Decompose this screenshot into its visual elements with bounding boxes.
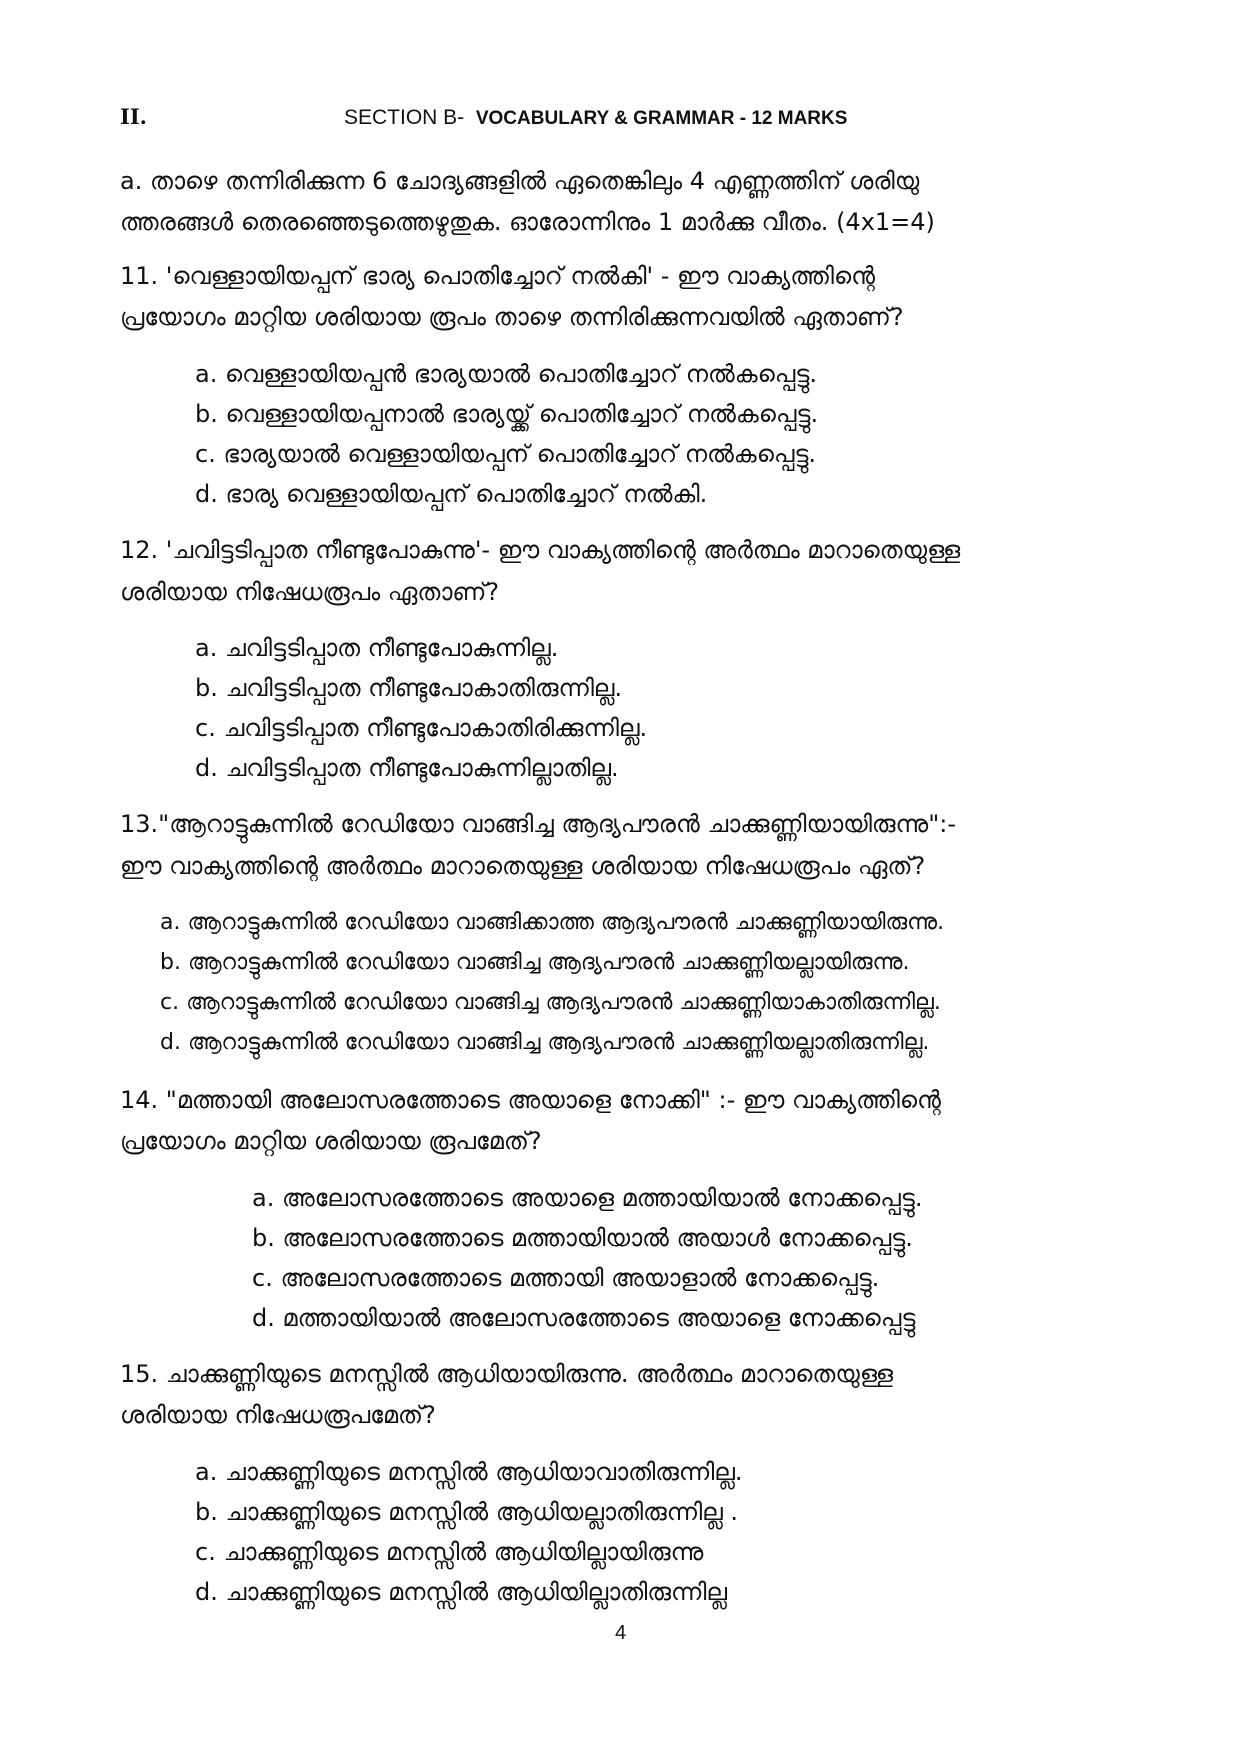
question-12-line-2: ശരിയായ നിഷേധരൂപം ഏതാണ്?: [120, 578, 500, 606]
question-11-option-a: a. വെള്ളായിയപ്പൻ ഭാര്യയാൽ പൊതിച്ചോറ് നൽകപ്പെട്ടു.: [195, 360, 817, 388]
question-13-option-d: d. ആറാട്ടുകുന്നിൽ റേഡിയോ വാങ്ങിച്ച ആദ്യപൗരൻ ചാക്കുണ്ണിയല്ലാതിരുന്നില്ല.: [160, 1030, 930, 1055]
question-11-line-1: 11. 'വെള്ളായിയപ്പന് ഭാര്യ പൊതിച്ചോറ് നൽകി' - ഈ വാക്യത്തിന്റെ: [120, 262, 875, 290]
question-14-option-c: c. അലോസരത്തോടെ മത്തായി അയാളാൽ നോക്കപ്പെട്ടു.: [252, 1264, 880, 1292]
question-13-line-2: ഈ വാക്യത്തിന്റെ അർത്ഥം മാറാതെയുള്ള ശരിയായ നിഷേധരൂപം ഏത്?: [120, 852, 926, 880]
question-14-option-d: d. മത്തായിയാൽ അലോസരത്തോടെ അയാളെ നോക്കപ്പെട്ടു: [252, 1304, 916, 1332]
question-11-option-c: c. ഭാര്യയാൽ വെള്ളായിയപ്പന് പൊതിച്ചോറ് നൽകപ്പെട്ടു.: [195, 440, 817, 468]
question-11-option-d: d. ഭാര്യ വെള്ളായിയപ്പന് പൊതിച്ചോറ് നൽകി.: [195, 480, 708, 508]
instruction-line-2: ത്തരങ്ങൾ തെരഞ്ഞെടുത്തെഴുതുക. ഓരോന്നിനും 1 മാർക്കു വീതം. (4x1=4): [120, 208, 935, 236]
question-13-option-c: c. ആറാട്ടുകുന്നിൽ റേഡിയോ വാങ്ങിച്ച ആദ്യപൗരൻ ചാക്കുണ്ണിയാകാതിരുന്നില്ല.: [160, 990, 941, 1015]
question-14-option-a: a. അലോസരത്തോടെ അയാളെ മത്തായിയാൽ നോക്കപ്പെട്ടു.: [252, 1184, 923, 1212]
question-13-option-a: a. ആറാട്ടുകുന്നിൽ റേഡിയോ വാങ്ങിക്കാത്ത ആദ്യപൗരൻ ചാക്കുണ്ണിയായിരുന്നു.: [160, 910, 945, 935]
question-12-option-b: b. ചവിട്ടടിപ്പാത നീണ്ടുപോകാതിരുന്നില്ല.: [195, 674, 623, 702]
question-15-line-1: 15. ചാക്കുണ്ണിയുടെ മനസ്സിൽ ആധിയായിരുന്നു. അർത്ഥം മാറാതെയുള്ള: [120, 1360, 893, 1388]
section-title-bold: VOCABULARY & GRAMMAR - 12 MARKS: [475, 108, 848, 129]
section-title: [344, 106, 847, 130]
question-15-option-c: c. ചാക്കുണ്ണിയുടെ മനസ്സിൽ ആധിയില്ലായിരുന്നു: [195, 1538, 704, 1566]
section-roman-numeral: II.: [120, 104, 147, 129]
instruction-line-1: a. താഴെ തന്നിരിക്കുന്ന 6 ചോദ്യങ്ങളിൽ ഏതെങ്കിലും 4 എണ്ണത്തിന് ശരിയു: [120, 167, 920, 195]
question-15-option-a: a. ചാക്കുണ്ണിയുടെ മനസ്സിൽ ആധിയാവാതിരുന്നില്ല.: [195, 1458, 743, 1486]
question-14-option-b: b. അലോസരത്തോടെ മത്തായിയാൽ അയാൾ നോക്കപ്പെട്ടു.: [252, 1224, 913, 1252]
page-number: 4: [614, 1622, 627, 1644]
question-11-line-2: പ്രയോഗം മാറ്റിയ ശരിയായ രൂപം താഴെ തന്നിരിക്കുന്നവയിൽ ഏതാണ്?: [120, 303, 904, 331]
question-15-option-d: d. ചാക്കുണ്ണിയുടെ മനസ്സിൽ ആധിയില്ലാതിരുന്നില്ല: [195, 1578, 727, 1606]
question-12-option-d: d. ചവിട്ടടിപ്പാത നീണ്ടുപോകുന്നില്ലാതില്ല.: [195, 754, 619, 782]
question-15-option-b: b. ചാക്കുണ്ണിയുടെ മനസ്സിൽ ആധിയല്ലാതിരുന്നില്ല .: [195, 1498, 738, 1526]
question-13-line-1: 13."ആറാട്ടുകുന്നിൽ റേഡിയോ വാങ്ങിച്ച ആദ്യപൗരൻ ചാക്കുണ്ണിയായിരുന്നു":-: [120, 810, 957, 838]
question-12-line-1: 12. 'ചവിട്ടടിപ്പാത നീണ്ടുപോകുന്നു'- ഈ വാക്യത്തിന്റെ അർത്ഥം മാറാതെയുള്ള: [120, 536, 961, 564]
question-12-option-c: c. ചവിട്ടടിപ്പാത നീണ്ടുപോകാതിരിക്കുന്നില്ല.: [195, 714, 648, 742]
question-13-option-b: b. ആറാട്ടുകുന്നിൽ റേഡിയോ വാങ്ങിച്ച ആദ്യപൗരൻ ചാക്കുണ്ണിയല്ലായിരുന്നു.: [160, 950, 910, 975]
question-15-line-2: ശരിയായ നിഷേധരൂപമേത്?: [120, 1401, 436, 1429]
section-title-lead: SECTION B-: [344, 106, 465, 129]
question-14-line-1: 14. "മത്തായി അലോസരത്തോടെ അയാളെ നോക്കി" :- ഈ വാക്യത്തിന്റെ: [120, 1086, 941, 1114]
section-header: [120, 104, 1120, 144]
question-11-option-b: b. വെള്ളായിയപ്പനാൽ ഭാര്യയ്ക്ക് പൊതിച്ചോറ് നൽകപ്പെട്ടു.: [195, 400, 819, 428]
question-12-option-a: a. ചവിട്ടടിപ്പാത നീണ്ടുപോകുന്നില്ല.: [195, 634, 559, 662]
question-14-line-2: പ്രയോഗം മാറ്റിയ ശരിയായ രൂപമേത്?: [120, 1127, 542, 1155]
